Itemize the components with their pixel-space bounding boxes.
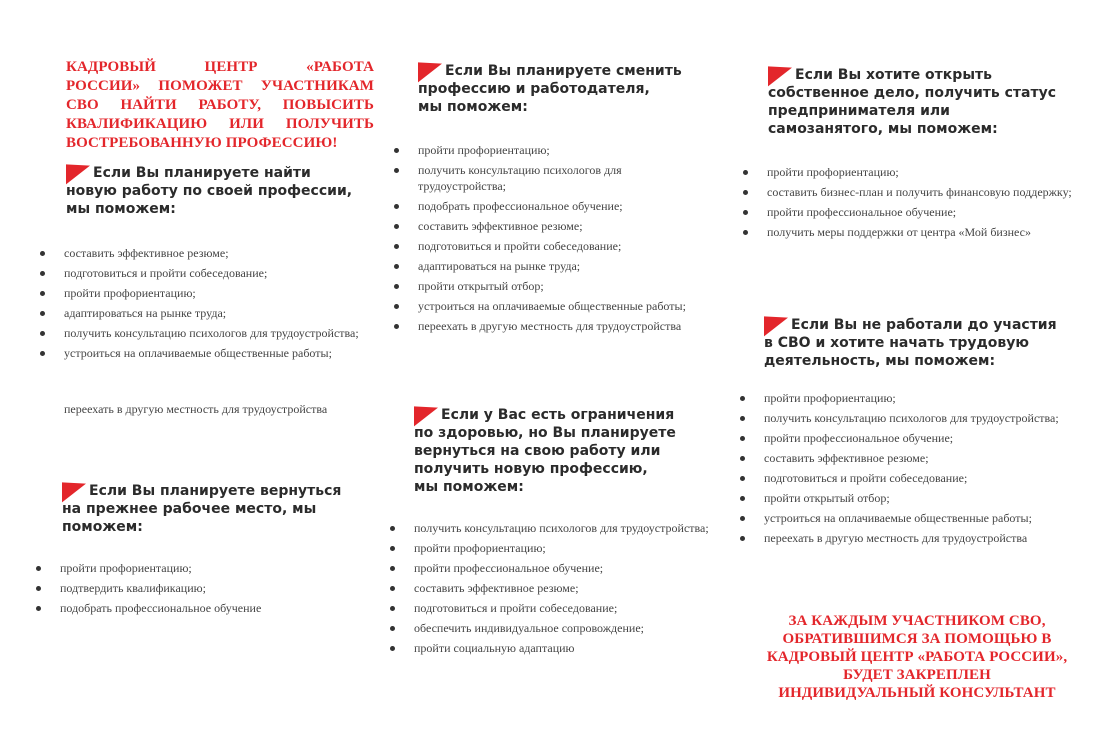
bullet-icon [390, 586, 395, 591]
red-arrow-icon [768, 58, 792, 87]
list-item: переехать в другую местность для трудоустройства [394, 318, 704, 334]
red-arrow-icon [66, 156, 90, 185]
change-profession-list [394, 142, 704, 338]
list-item: составить бизнес-план и получить финансовую поддержку; [743, 184, 1073, 200]
footer-consultant-note [752, 612, 1082, 702]
list-item: подобрать профессиональное обучение; [394, 198, 704, 214]
list-item: пройти социальную адаптацию [390, 640, 710, 656]
bullet-icon [390, 606, 395, 611]
red-arrow-icon [62, 474, 86, 503]
bullet-icon [740, 396, 745, 401]
list-item: пройти профессиональное обучение; [390, 560, 710, 576]
bullet-icon [36, 586, 41, 591]
bullet-icon [40, 311, 45, 316]
list-item: устроиться на оплачиваемые общественные работы; [394, 298, 704, 314]
list-item: пройти профориентацию; [390, 540, 710, 556]
bullet-icon [743, 210, 748, 215]
list-item: пройти профессиональное обучение; [740, 430, 1070, 446]
bullet-icon [740, 476, 745, 481]
list-item: подготовиться и пройти собеседование; [390, 600, 710, 616]
bullet-icon [40, 351, 45, 356]
section-title-health: Если у Вас есть ограничения по здоровью, но Вы планируете вернуться на свою работу или получить новую профессию, мы поможем: [414, 402, 734, 496]
bullet-icon [740, 416, 745, 421]
section-title-no-work: Если Вы не работали до участия в СВО и хотите начать трудовую деятельность, мы поможем: [764, 312, 1084, 370]
list-item: переехать в другую местность для трудоустройства [740, 530, 1070, 546]
list-item: составить эффективное резюме; [740, 450, 1070, 466]
bullet-icon [740, 436, 745, 441]
bullet-icon [40, 291, 45, 296]
section-title-find-job: Если Вы планируете найти новую работу по своей профессии, мы поможем: [66, 160, 386, 218]
bullet-icon [743, 170, 748, 175]
headline-line: РОССИИ» ПОМОЖЕТ УЧАСТНИКАМ [66, 78, 374, 94]
list-item: подготовиться и пройти собеседование; [394, 238, 704, 254]
headline-line: КАДРОВЫЙ ЦЕНТР «РАБОТА [66, 59, 374, 75]
list-item: адаптироваться на рынке труда; [40, 305, 370, 321]
section-title-change-profession: Если Вы планируете сменить профессию и работодателя, мы поможем: [418, 58, 738, 116]
section-title-business: Если Вы хотите открыть собственное дело, получить статус предпринимателя или самозанятого, мы поможем: [768, 62, 1088, 138]
bullet-icon [394, 168, 399, 173]
bullet-icon [390, 526, 395, 531]
list-item: подготовиться и пройти собеседование; [740, 470, 1070, 486]
main-headline [66, 58, 374, 153]
list-item: устроиться на оплачиваемые общественные работы; [740, 510, 1070, 526]
headline-line: СВО НАЙТИ РАБОТУ, ПОВЫСИТЬ [66, 97, 374, 113]
section-title-return-job: Если Вы планируете вернуться на прежнее рабочее место, мы поможем: [62, 478, 382, 536]
list-item: подготовиться и пройти собеседование; [40, 265, 370, 281]
list-item: получить консультацию психологов для трудоустройства; [390, 520, 710, 536]
list-item: пройти профориентацию; [740, 390, 1070, 406]
bullet-icon [394, 304, 399, 309]
bullet-icon [394, 204, 399, 209]
footer-line: БУДЕТ ЗАКРЕПЛЕН [843, 667, 991, 683]
list-item: получить консультацию психологов для трудоустройства; [740, 410, 1070, 426]
list-item: пройти профориентацию; [40, 285, 370, 301]
list-item: пройти открытый отбор; [740, 490, 1070, 506]
list-item: пройти профориентацию; [36, 560, 366, 576]
bullet-icon [390, 566, 395, 571]
bullet-icon [394, 284, 399, 289]
bullet-icon [394, 324, 399, 329]
red-arrow-icon [418, 54, 442, 83]
list-item: получить консультацию психологов для трудоустройства; [40, 325, 370, 341]
bullet-icon [390, 626, 395, 631]
bullet-icon [40, 331, 45, 336]
return-job-list [36, 560, 366, 620]
list-item: обеспечить индивидуальное сопровождение; [390, 620, 710, 636]
business-list [743, 164, 1073, 244]
list-item: адаптироваться на рынке труда; [394, 258, 704, 274]
bullet-icon [743, 230, 748, 235]
bullet-icon [740, 496, 745, 501]
bullet-icon [394, 148, 399, 153]
headline-line: КВАЛИФИКАЦИЮ ИЛИ ПОЛУЧИТЬ [66, 116, 374, 132]
headline-line: ВОСТРЕБОВАННУЮ ПРОФЕССИЮ! [66, 135, 338, 151]
footer-line: КАДРОВЫЙ ЦЕНТР «РАБОТА РОССИИ», [766, 649, 1068, 665]
bullet-icon [740, 536, 745, 541]
bullet-icon [394, 264, 399, 269]
relocation-note: переехать в другую местность для трудоустройства [64, 402, 328, 416]
list-item: составить эффективное резюме; [390, 580, 710, 596]
bullet-icon [743, 190, 748, 195]
bullet-icon [394, 244, 399, 249]
bullet-icon [36, 606, 41, 611]
list-item: пройти профориентацию; [743, 164, 1073, 180]
red-arrow-icon [414, 398, 438, 427]
list-item: составить эффективное резюме; [394, 218, 704, 234]
bullet-icon [740, 456, 745, 461]
list-item: получить консультацию психологов для трудоустройства; [394, 162, 704, 194]
footer-line: ЗА КАЖДЫМ УЧАСТНИКОМ СВО, [788, 613, 1046, 629]
bullet-icon [390, 546, 395, 551]
list-item: устроиться на оплачиваемые общественные работы; [40, 345, 370, 361]
footer-line: ИНДИВИДУАЛЬНЫЙ КОНСУЛЬТАНТ [778, 685, 1056, 701]
bullet-icon [36, 566, 41, 571]
find-job-list [40, 245, 370, 365]
bullet-icon [394, 224, 399, 229]
bullet-icon [40, 271, 45, 276]
list-item: составить эффективное резюме; [40, 245, 370, 261]
list-item: пройти профессиональное обучение; [743, 204, 1073, 220]
health-list [390, 520, 710, 660]
bullet-icon [40, 251, 45, 256]
no-work-list [740, 390, 1070, 550]
bullet-icon [390, 646, 395, 651]
list-item: пройти открытый отбор; [394, 278, 704, 294]
red-arrow-icon [764, 308, 788, 337]
list-item: получить меры поддержки от центра «Мой бизнес» [743, 224, 1073, 240]
list-item: подтвердить квалификацию; [36, 580, 366, 596]
bullet-icon [740, 516, 745, 521]
list-item: пройти профориентацию; [394, 142, 704, 158]
footer-line: ОБРАТИВШИМСЯ ЗА ПОМОЩЬЮ В [782, 631, 1052, 647]
list-item: подобрать профессиональное обучение [36, 600, 366, 616]
